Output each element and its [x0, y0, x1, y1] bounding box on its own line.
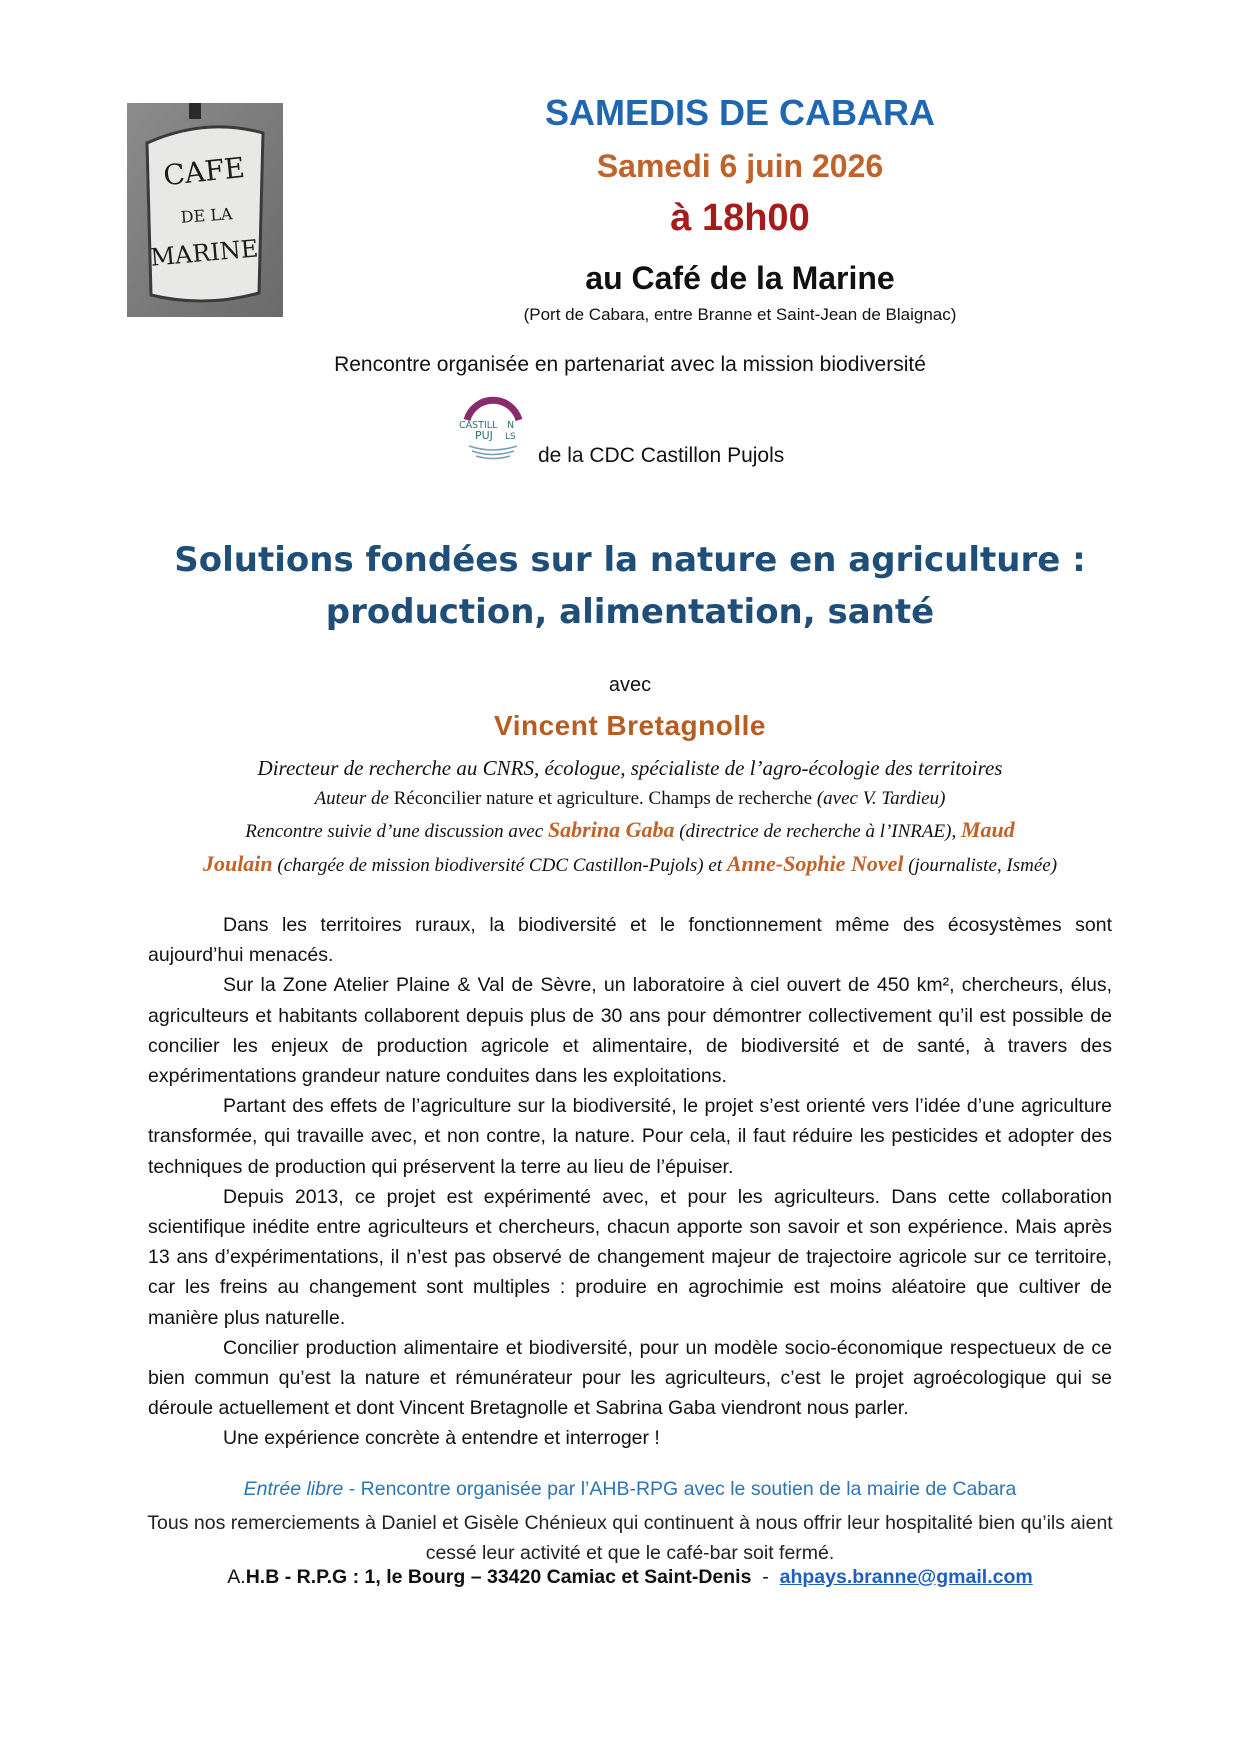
svg-text:LS: LS: [505, 432, 516, 442]
body-text: [148, 910, 1112, 1454]
discussion-line-2: Joulain (chargée de mission biodiversité CDC Castillon-Pujols) et Anne-Sophie Novel (journaliste, Ismée): [202, 851, 1058, 876]
discussion-line-1: Rencontre suivie d’une discussion avec Sabrina Gaba (directrice de recherche à l’INRAE), Maud: [245, 817, 1015, 842]
body-paragraph: Partant des effets de l’agriculture sur la biodiversité, le projet s’est orienté vers l’idée d’une agriculture transformée, qui travaille avec, et non contre, la nature. Pour cela, il faut réduire les pesticides et adopter des techniques de production qui préservent la terre au lieu de l’épuiser.: [148, 1095, 1112, 1178]
cafe-photo: [127, 103, 283, 317]
entree-line: Entrée libre - Rencontre organisée par l’AHB-RPG avec le soutien de la mairie de Cabara: [243, 1478, 1017, 1500]
sign-line-2: DE LA: [180, 204, 234, 227]
talk-title-line-2: production, alimentation, santé: [325, 592, 935, 632]
cdc-line: de la CDC Castillon Pujols: [538, 444, 785, 467]
body-paragraph: Concilier production alimentaire et biodiversité, pour un modèle socio-économique respectueux de ce bien commun qu’est la nature et rémunérateur pour les agriculteurs, c’est le projet agroécologique qui se déroule actuellement et dont Vincent Bretagnolle et Sabrina Gaba viendront nous parler.: [148, 1336, 1112, 1420]
thanks-text: Tous nos remerciements à Daniel et Gisèle Chénieux qui continuent à nous offrir leur hospitalité bien qu’ils aient cessé leur activité et que le café-bar soit fermé.: [147, 1512, 1113, 1564]
book-title: Réconcilier nature et agriculture. Champs de recherche: [393, 788, 813, 809]
guest-sabrina-gaba: Sabrina Gaba: [547, 817, 675, 842]
venue-location: (Port de Cabara, entre Branne et Saint-Jean de Blaignac): [523, 305, 957, 324]
event-date: Samedi 6 juin 2026: [596, 148, 884, 184]
castillon-pujols-logo: [455, 388, 531, 464]
partner-line: Rencontre organisée en partenariat avec la mission biodiversité: [334, 353, 926, 376]
svg-text:N: N: [507, 420, 515, 431]
body-paragraph: Une expérience concrète à entendre et interroger !: [223, 1427, 660, 1450]
guest-anne-sophie-novel: Anne-Sophie Novel: [726, 851, 904, 876]
talk-title-line-1: Solutions fondées sur la nature en agriculture :: [174, 540, 1086, 580]
entree-libre: Entrée libre: [243, 1478, 344, 1500]
series-title: SAMEDIS DE CABARA: [544, 92, 936, 133]
guest-maud: Maud: [960, 817, 1015, 842]
body-paragraph: Sur la Zone Atelier Plaine & Val de Sèvre, un laboratoire à ciel ouvert de 450 km², chercheurs, élus, agriculteurs et habitants collaborent depuis plus de 30 ans pour démontrer collectivement qu’il est possible de concilier les enjeux de production agricole et alimentaire, de biodiversité et de santé, à travers des expérimentations grandeur nature conduites dans les exploitations.: [148, 974, 1112, 1088]
speaker-book: Auteur de Réconcilier nature et agriculture. Champs de recherche (avec V. Tardieu): [314, 788, 946, 809]
body-paragraph: Dans les territoires ruraux, la biodiversité et le fonctionnement même des écosystèmes sont aujourd’hui menacés.: [148, 914, 1112, 967]
venue: au Café de la Marine: [585, 260, 895, 296]
svg-text:PUJ: PUJ: [475, 429, 493, 442]
address-line: A.H.B - R.P.G : 1, le Bourg – 33420 Camiac et Saint-Denis - ahpays.branne@gmail.com: [227, 1566, 1033, 1588]
guest-joulain: Joulain: [202, 851, 273, 876]
sign-line-3: MARINE: [149, 234, 260, 272]
body-paragraph: Depuis 2013, ce projet est expérimenté avec, et pour les agriculteurs. Dans cette collaboration scientifique inédite entre agriculteurs et chercheurs, chacun apporte son savoir et son expérience. Mais après 13 ans d’expérimentations, il n’est pas observé de changement majeur de trajectoire agricole sur ce territoire, car les freins au changement sont multiples : produire en agrochimie est moins aléatoire que cultiver de manière plus naturelle.: [148, 1185, 1112, 1329]
talk-title: [100, 534, 1160, 638]
sign-line-1: CAFE: [161, 150, 247, 193]
speaker-name: Vincent Bretagnolle: [494, 710, 766, 741]
event-time: à 18h00: [670, 197, 810, 239]
svg-text:CASTILL: CASTILL: [459, 420, 498, 431]
email-link[interactable]: ahpays.branne@gmail.com: [779, 1566, 1033, 1588]
speaker-role: Directeur de recherche au CNRS, écologue, spécialiste de l’agro-écologie des territoires: [257, 756, 1003, 780]
avec-label: avec: [608, 674, 652, 696]
cafe-sign-image: [127, 103, 283, 317]
